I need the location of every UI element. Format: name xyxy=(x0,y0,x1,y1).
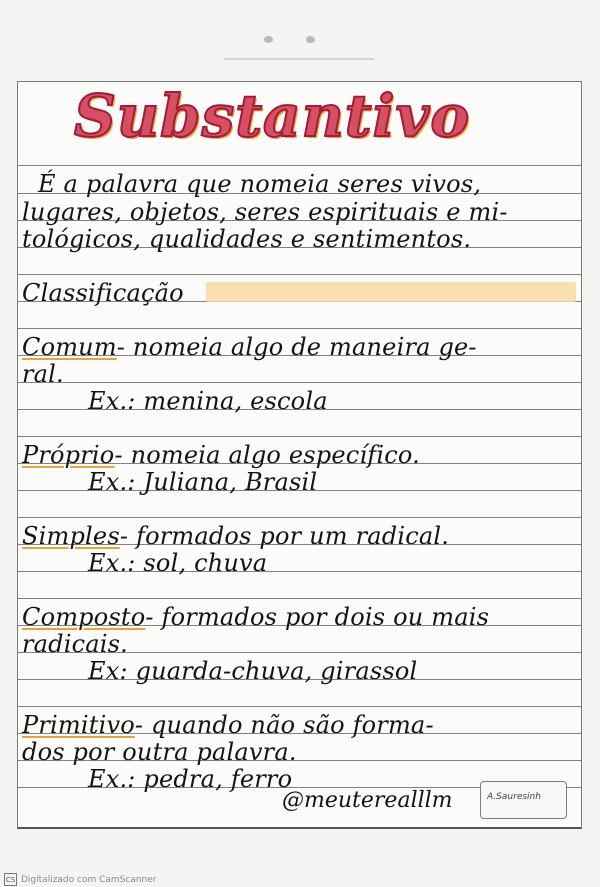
definition-line: lugares, objetos, seres espirituais e mi- xyxy=(22,198,508,226)
ruled-line xyxy=(18,706,581,707)
ruled-line xyxy=(18,436,581,437)
entry-term: Composto xyxy=(22,603,146,631)
entry-line xyxy=(22,333,477,361)
entry-definition: - formados por dois ou mais xyxy=(145,603,490,631)
entry-term: Primitivo xyxy=(22,711,135,739)
ruled-line xyxy=(18,274,581,275)
entry-example: Ex.: Juliana, Brasil xyxy=(88,468,318,496)
camscanner-logo-icon: CS xyxy=(4,873,17,886)
entry-example: Ex.: menina, escola xyxy=(88,387,328,415)
author-signature: @meuterealllm xyxy=(282,788,453,813)
ruled-line xyxy=(18,328,581,329)
entry-continuation: ral. xyxy=(22,360,64,388)
highlight-bar xyxy=(206,282,576,302)
entry-continuation: dos por outra palavra. xyxy=(22,738,297,766)
author-stamp xyxy=(480,781,567,819)
ruled-line xyxy=(18,517,581,518)
ruled-line xyxy=(18,382,581,383)
top-line xyxy=(224,58,374,60)
entry-continuation: radicais. xyxy=(22,630,128,658)
entry-line xyxy=(22,711,434,739)
page-title: Substantivo xyxy=(74,82,471,150)
entry-line xyxy=(22,522,449,550)
stamp-text: A.Sauresinh xyxy=(487,792,541,802)
entry-line xyxy=(22,603,489,631)
entry-definition: - nomeia algo específico. xyxy=(114,441,420,469)
scanner-footer xyxy=(0,872,156,887)
entry-line xyxy=(22,441,420,469)
definition-line: É a palavra que nomeia seres vivos, xyxy=(38,170,482,198)
section-heading: Classificação xyxy=(22,279,184,307)
entry-term: Simples xyxy=(22,522,120,550)
entry-definition: - formados por um radical. xyxy=(119,522,450,550)
binder-hole xyxy=(306,36,315,43)
entry-term: Próprio xyxy=(22,441,115,469)
entry-example: Ex.: sol, chuva xyxy=(88,549,268,577)
ruled-line xyxy=(18,598,581,599)
entry-definition: - nomeia algo de maneira ge- xyxy=(116,333,477,361)
ruled-line xyxy=(18,165,581,166)
entry-term: Comum xyxy=(22,333,117,361)
entry-definition: - quando não são forma- xyxy=(134,711,434,739)
scanner-credit: Digitalizado com CamScanner xyxy=(21,874,157,885)
definition-line: tológicos, qualidades e sentimentos. xyxy=(22,225,472,253)
entry-example: Ex.: pedra, ferro xyxy=(88,765,293,793)
entry-example: Ex: guarda-chuva, girassol xyxy=(88,657,418,685)
notebook-page xyxy=(17,81,582,829)
binder-hole xyxy=(264,36,273,43)
